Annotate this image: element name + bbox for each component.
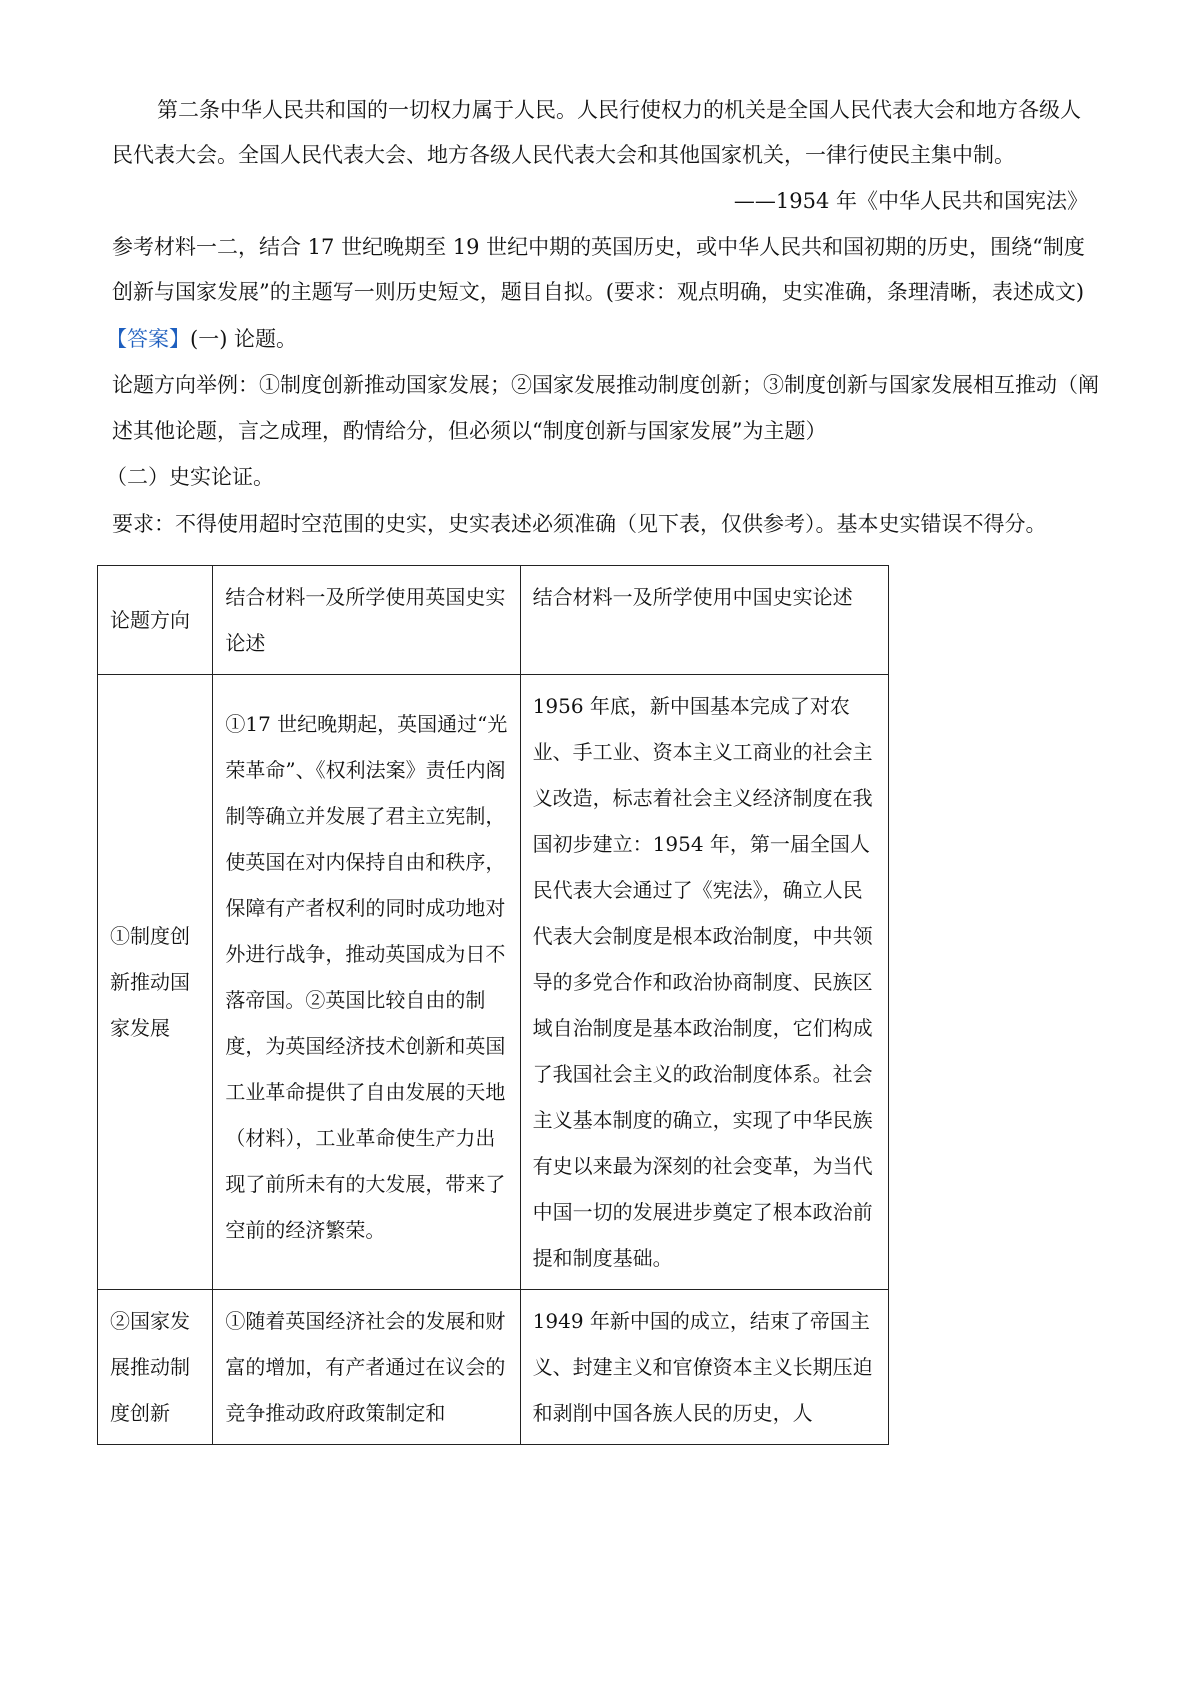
table-header-row bbox=[98, 566, 889, 675]
answer-tag: 【答案】 bbox=[106, 327, 190, 351]
row1-british: ①17 世纪晚期起，英国通过“光荣革命”、《权利法案》责任内阁制等确立并发展了君主立宪制，使英国在对内保持自由和秩序，保障有产者权利的同时成功地对外进行战争，推动英国成为日不落帝国。②英国比较自由的制度，为英国经济技术创新和英国工业革命提供了自由发展的天地（材料），工业革命使生产力出现了前所未有的大发展，带来了空前的经济繁荣。 bbox=[213, 675, 520, 1290]
header-direction: 论题方向 bbox=[98, 566, 213, 675]
header-british: 结合材料一及所学使用英国史实论述 bbox=[213, 566, 520, 675]
part2-heading: （二）史实论证。 bbox=[106, 465, 274, 489]
article-text-line2: 民代表大会。全国人民代表大会、地方各级人民代表大会和其他国家机关，一律行使民主集中制。 bbox=[112, 143, 1015, 167]
examples-line1: 论题方向举例：①制度创新推动国家发展；②国家发展推动制度创新；③制度创新与国家发展相互推动（阐 bbox=[112, 373, 1099, 397]
answer-heading bbox=[106, 325, 297, 353]
answer-part1: (一) 论题。 bbox=[190, 327, 298, 351]
table-row bbox=[98, 1290, 889, 1445]
row2-direction: ②国家发展推动制度创新 bbox=[98, 1290, 213, 1445]
reference-table bbox=[97, 565, 889, 1445]
question-line1: 参考材料一二，结合 17 世纪晚期至 19 世纪中期的英国历史，或中华人民共和国初期的历史，围绕“制度 bbox=[112, 235, 1085, 259]
source-citation: ——1954 年《中华人民共和国宪法》 bbox=[733, 189, 1088, 213]
table-row bbox=[98, 675, 889, 1290]
question-line2: 创新与国家发展”的主题写一则历史短文，题目自拟。(要求：观点明确，史实准确，条理清晰，表述成文) bbox=[112, 280, 1085, 304]
examples-line2: 述其他论题，言之成理，酌情给分，但必须以“制度创新与国家发展”为主题） bbox=[112, 419, 827, 443]
header-chinese: 结合材料一及所学使用中国史实论述 bbox=[520, 566, 888, 675]
requirement-line: 要求：不得使用超时空范围的史实，史实表述必须准确（见下表，仅供参考）。基本史实错误不得分。 bbox=[112, 512, 1047, 536]
article-text-line1: 第二条中华人民共和国的一切权力属于人民。人民行使权力的机关是全国人民代表大会和地方各级人 bbox=[157, 98, 1081, 122]
row2-chinese: 1949 年新中国的成立，结束了帝国主义、封建主义和官僚资本主义长期压迫和剥削中国各族人民的历史，人 bbox=[520, 1290, 888, 1445]
row2-british: ①随着英国经济社会的发展和财富的增加，有产者通过在议会的竞争推动政府政策制定和 bbox=[213, 1290, 520, 1445]
row1-chinese: 1956 年底，新中国基本完成了对农业、手工业、资本主义工商业的社会主义改造，标志着社会主义经济制度在我国初步建立：1954 年，第一届全国人民代表大会通过了《宪法》，确立人民代表大会制度是根本政治制度，中共领导的多党合作和政治协商制度、民族区域自治制度是基本政治制度，它们构成了我国社会主义的政治制度体系。社会主义基本制度的确立，实现了中华民族有史以来最为深刻的社会变革，为当代中国一切的发展进步奠定了根本政治前提和制度基础。 bbox=[520, 675, 888, 1290]
row1-direction: ①制度创新推动国家发展 bbox=[98, 675, 213, 1290]
